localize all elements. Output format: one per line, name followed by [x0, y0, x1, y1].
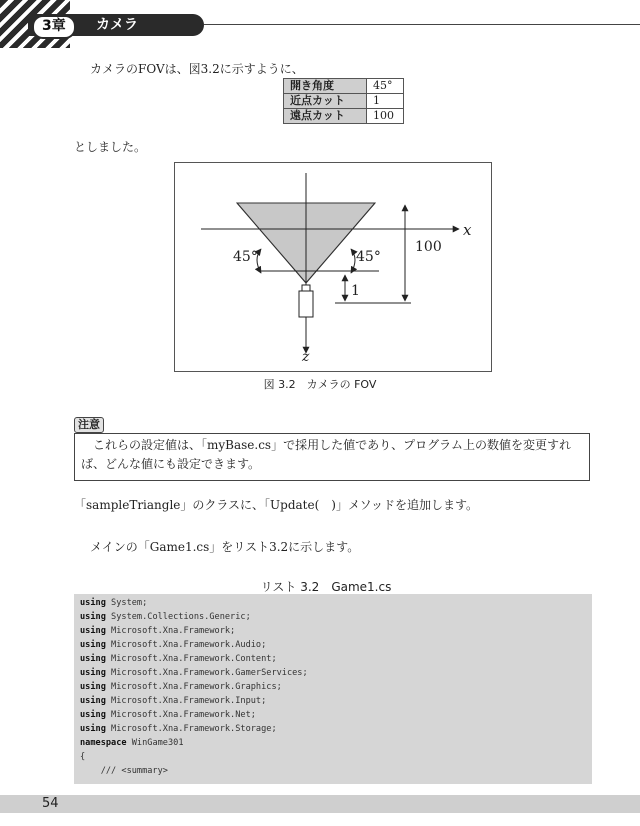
code-line: using Microsoft.Xna.Framework.Content;: [80, 654, 277, 664]
note-box: [74, 433, 590, 481]
code-line: /// <summary>: [80, 766, 168, 776]
chapter-title: カメラ: [96, 17, 138, 33]
update-paragraph: 「sampleTriangle」のクラスに、「Update( )」メソッドを追加します。: [74, 498, 479, 512]
table-row: [284, 94, 404, 109]
fov-figure: [174, 162, 492, 372]
fov-label: 近点カット: [284, 94, 367, 109]
note-line-2: ば、どんな値にも設定できます。: [81, 457, 261, 471]
table-row: [284, 79, 404, 94]
code-line: using System.Collections.Generic;: [80, 612, 251, 622]
fov-value: 1: [367, 94, 404, 109]
right-angle-arc: [351, 249, 355, 273]
code-line: using Microsoft.Xna.Framework.GamerServices;: [80, 668, 308, 678]
figure-caption: 図 3.2 カメラの FOV: [263, 378, 377, 391]
footer-bar: [0, 795, 640, 813]
fov-label: 開き角度: [284, 79, 367, 94]
right-angle-label: 45°: [356, 249, 381, 265]
chapter-number: 3章: [32, 15, 76, 39]
code-line: using Microsoft.Xna.Framework.Audio;: [80, 640, 267, 650]
after-table-text: としました。: [74, 140, 147, 154]
intro-text: カメラのFOVは、図3.2に示すように、: [90, 62, 304, 76]
fov-value: 45°: [367, 79, 404, 94]
code-line: using System;: [80, 598, 148, 608]
camera-lens: [302, 285, 310, 291]
z-axis-label: z: [302, 349, 310, 365]
code-line: namespace WinGame301: [80, 738, 184, 748]
fov-label: 遠点カット: [284, 109, 367, 124]
listing-caption: リスト 3.2 Game1.cs: [260, 580, 392, 594]
code-line: using Microsoft.Xna.Framework.Storage;: [80, 724, 277, 734]
note-label: 注意: [74, 417, 104, 433]
far-label: 100: [415, 239, 442, 255]
header-rule: [204, 24, 640, 25]
left-angle-label: 45°: [233, 249, 258, 265]
fov-diagram: [175, 163, 491, 371]
chapter-header: [0, 0, 640, 48]
fov-table: [283, 78, 404, 124]
table-row: [284, 109, 404, 124]
code-line: {: [80, 752, 86, 762]
code-line: using Microsoft.Xna.Framework;: [80, 626, 236, 636]
main-paragraph: メインの「Game1.cs」をリスト3.2に示します。: [90, 540, 360, 554]
near-label: 1: [351, 283, 360, 299]
camera-body: [299, 291, 313, 317]
code-line: using Microsoft.Xna.Framework.Input;: [80, 696, 267, 706]
code-listing: [74, 594, 592, 784]
x-axis-label: x: [463, 221, 472, 239]
note-line-1: これらの設定値は、「myBase.cs」で採用した値であり、プログラム上の数値を変更すれ: [93, 438, 571, 452]
fov-value: 100: [367, 109, 404, 124]
page-number: 54: [42, 796, 59, 811]
code-line: using Microsoft.Xna.Framework.Net;: [80, 710, 256, 720]
code-line: using Microsoft.Xna.Framework.Graphics;: [80, 682, 282, 692]
